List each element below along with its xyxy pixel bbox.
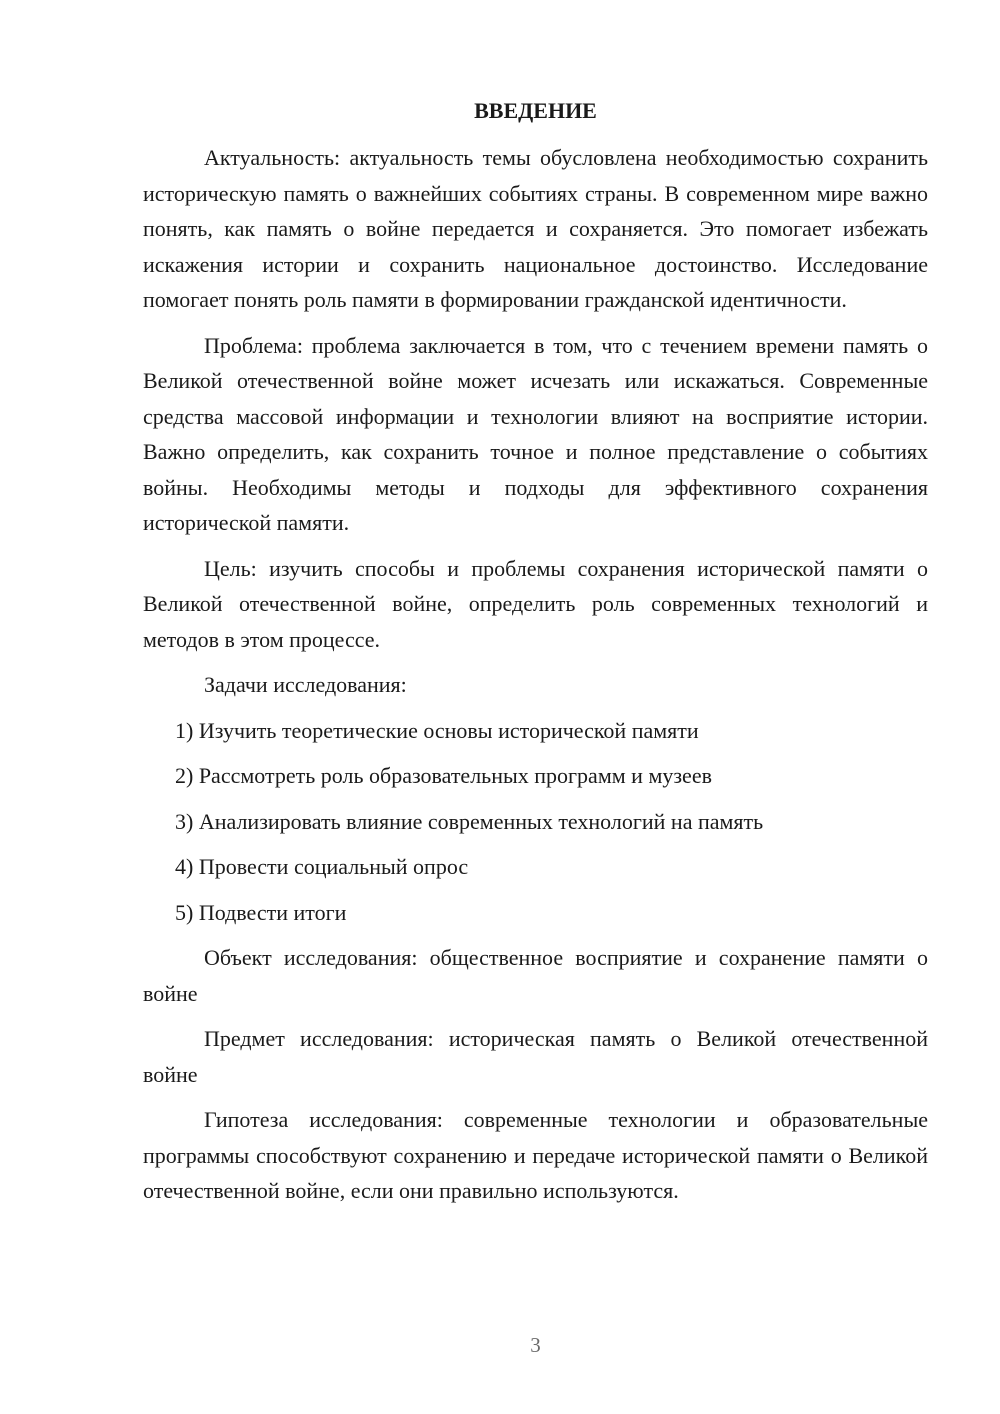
page-number: 3 [530,1333,541,1357]
tasks-list [143,713,928,931]
page-title: ВВЕДЕНИЕ [474,98,597,123]
document-body [143,140,928,1209]
problem-paragraph: Проблема: проблема заключается в том, что с течением времени память о Великой отечественной войне может исчезать или искажаться. Современные средства массовой информации и технологии влияют на восприятие истории. Важно определить, как сохранить точное и полное представление о событиях войны. Необходимы методы и подходы для эффективного сохранения исторической памяти. [143,332,928,535]
object-paragraph: Объект исследования: общественное восприятие и сохранение памяти о войне [143,945,928,1006]
list-item: 3) Анализировать влияние современных технологий на память [175,808,764,834]
list-item: 5) Подвести итоги [175,899,347,925]
list-item: 2) Рассмотреть роль образовательных программ и музеев [175,763,712,788]
hypothesis-paragraph: Гипотеза исследования: современные технологии и образовательные программы способствуют сохранению и передаче исторической памяти о Великой отечественной войне, если они правильно используются. [143,1107,928,1203]
list-item: 1) Изучить теоретические основы исторической памяти [175,717,699,743]
goal-paragraph: Цель: изучить способы и проблемы сохранения исторической памяти о Великой отечественной войне, определить роль современных технологий и методов в этом процессе. [143,555,928,652]
relevance-paragraph: Актуальность: актуальность темы обусловлена необходимостью сохранить историческую память о важнейших событиях страны. В современном мире важно понять, как память о войне передается и сохраняется. Это помогает избежать искажения истории и сохранить национальное достоинство. Исследование помогает понять роль памяти в формировании гражданской идентичности. [143,145,928,312]
tasks-heading: Задачи исследования: [204,672,407,697]
subject-paragraph: Предмет исследования: историческая память о Великой отечественной войне [143,1026,928,1087]
list-item: 4) Провести социальный опрос [175,854,469,879]
